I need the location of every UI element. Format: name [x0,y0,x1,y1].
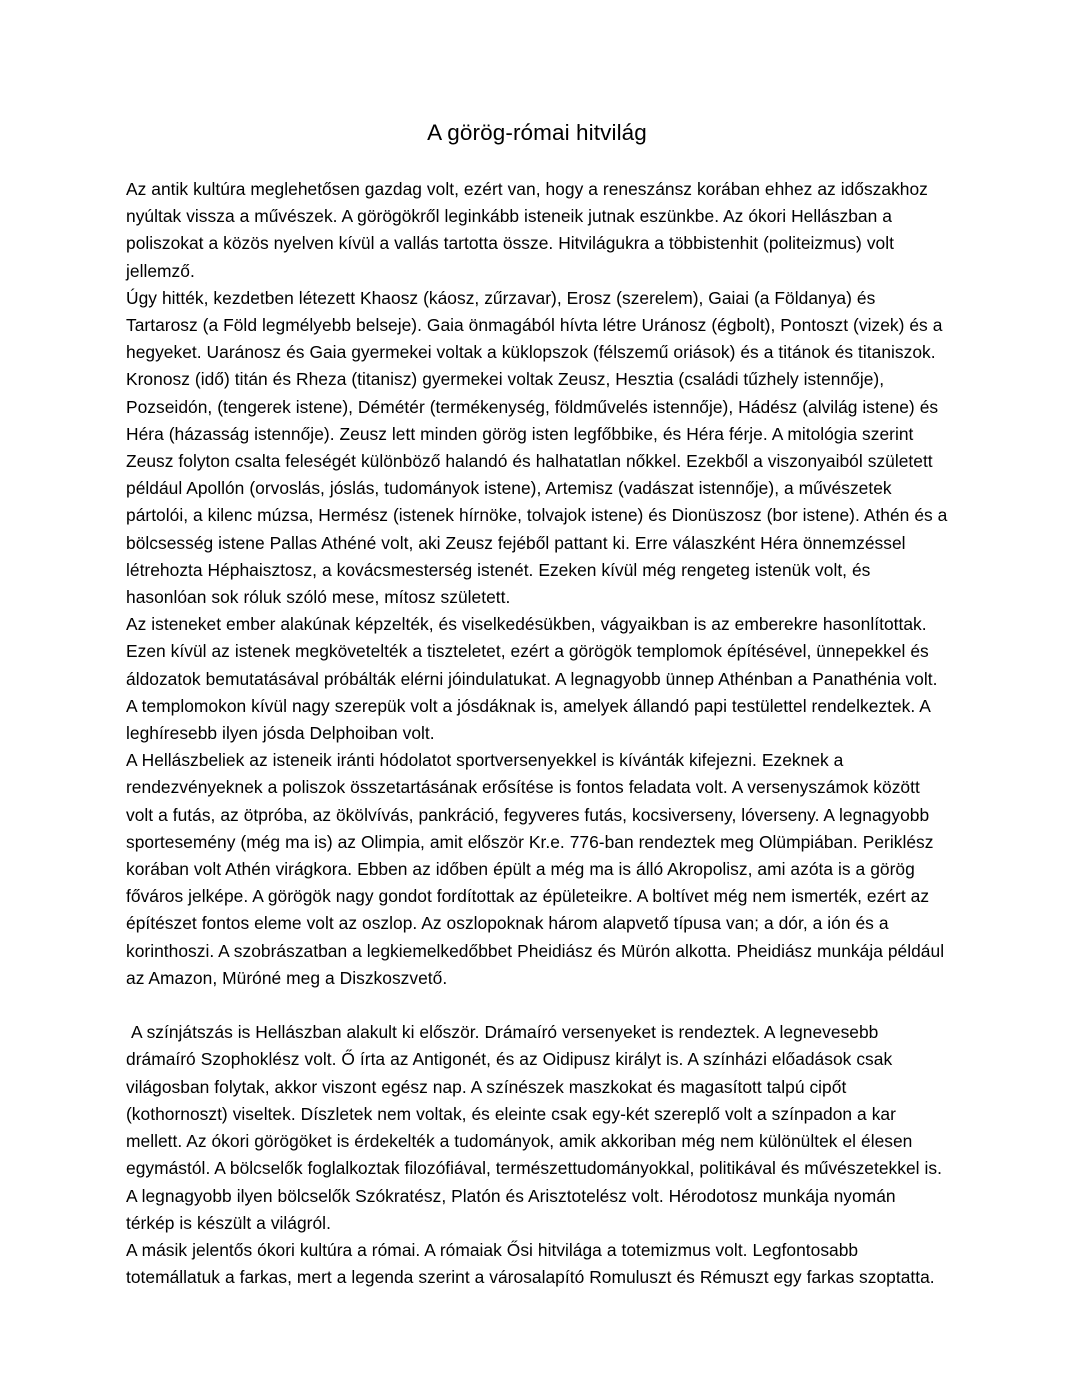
paragraph-theatre-and-science: A színjátszás is Hellászban alakult ki először. Drámaíró versenyeket is rendeztek. A legnevesebb drámaíró Szophoklész volt. Ő írta az Antigonét, és az Oidipusz királyt is. A színházi előadások csak világosban folytak, akkor viszont egész nap. A színészek maszkokat és magasított talpú cipőt (kothornoszt) viseltek. Díszletek nem voltak, és eleinte csak egy-két szereplő volt a színpadon a kar mellett. Az ókori görögöket is érdekelték a tudományok, amik akkoriban még nem különültek el élesen egymástól. A bölcselők foglalkoztak filozófiával, természettudományokkal, politikával és művészetekkel is. A legnagyobb ilyen bölcselők Szókratész, Platón és Arisztotelész volt. Hérodotosz munkája nyomán térkép is készült a világról. [126,1022,946,1233]
paragraph-worship: Az isteneket ember alakúnak képzelték, és viselkedésükben, vágyaikban is az emberekre hasonlítottak. Ezen kívül az istenek megkövetelték a tiszteletet, ezért a görögök templomok építésével, ünnepekkel és áldozatok bemutatásával próbálták elérni jóindulatukat. A legnagyobb ünnep Athénban a Panathénia volt. A templomokon kívül nagy szerepük volt a jósdáknak is, amelyek állandó papi testülettel rendelkeztek. A leghíresebb ilyen jósda Delphoiban volt. [126,614,942,744]
paragraph-romans: A másik jelentős ókori kultúra a római. A rómaiak Ősi hitvilága a totemizmus volt. Legfontosabb totemállatuk a farkas, mert a legenda szerint a városalapító Romuluszt és Rémuszt egy farkas szoptatta. [126,1239,935,1288]
page-title: A görög-római hitvilág [427,120,647,145]
paragraph-intro: Az antik kultúra meglehetősen gazdag volt, ezért van, hogy a reneszánsz korában ehhez az időszakhoz nyúltak vissza a művészek. A görögökről leginkább isteneik jutnak eszünkbe. Az ókori Hellászban a poliszokat a közös nyelven kívül a vallás tartotta össze. Hitvilágukra a többistenhit (politeizmus) volt jellemző. [126,179,933,281]
paragraph-creation-myth: Úgy hitték, kezdetben létezett Khaosz (káosz, zűrzavar), Erosz (szerelem), Gaiai (a Földanya) és Tartarosz (a Föld legmélyebb belseje). Gaia önmagából hívta létre Uránosz (égbolt), Pontoszt (vizek) és a hegyeket. Uaránosz és Gaia gyermekei voltak a küklopszok (félszemű oriások) és a titánok és titaniszok. Kronosz (idő) titán és Rheza (titanisz) gyermekei voltak Zeusz, Hesztia (családi tűzhely istennője), Pozseidón, (tengerek istene), Démétér (termékenység, földművelés istennője), Hádész (alvilág istene) és Héra (házasság istennője). Zeusz lett minden görög isten legfőbbike, és Héra férje. A mitológia szerint Zeusz folyton csalta feleségét különböző halandó és halhatatlan nőkkel. Ezekből a viszonyaiból született például Apollón (orvoslás, jóslás, tudományok istene), Artemisz (vadászat istennője), a művészetek pártolói, a kilenc múzsa, Hermész (istenek hírnöke, tolvajok istene) és Dionüszosz (bor istene). Athén és a bölcsesség istene Pallas Athéné volt, aki Zeusz fejéből pattant ki. Erre válaszként Héra önnemzéssel létrehozta Héphaisztosz, a kovácsmesterség istenét. Ezeken kívül még rengeteg istenük volt, és hasonlóan sok róluk szóló mese, mítosz született. [126,287,953,608]
document-body [126,118,953,1291]
paragraph-sports-and-architecture: A Hellászbeliek az isteneik iránti hódolatot sportversenyekkel is kívánták kifejezni. Ezeknek a rendezvényeknek a poliszok összetartásának erősítése is fontos feladata volt. A versenyszámok között volt a futás, az ötpróba, az ökölvívás, pankráció, fegyveres futás, kocsiverseny, lóverseny. A legnagyobb sportesemény (még ma is) az Olimpia, amit először Kr.e. 776-ban rendeztek meg Olümpiában. Periklész korában volt Athén virágkora. Ebben az időben épült a még ma is álló Akropolisz, ami azóta is a görög főváros jelképe. A görögök nagy gondot fordítottak az épületeikre. A boltívet még nem ismerték, ezért az építészet fontos eleme volt az oszlop. Az oszlopoknak három alapvető típusa van; a dór, a ión és a korinthoszi. A szobrászatban a legkiemelkedőbbet Pheidiász és Mürón alkotta. Pheidiász munkája például az Amazon, Müróné meg a Diszkoszvető. [126,750,950,988]
